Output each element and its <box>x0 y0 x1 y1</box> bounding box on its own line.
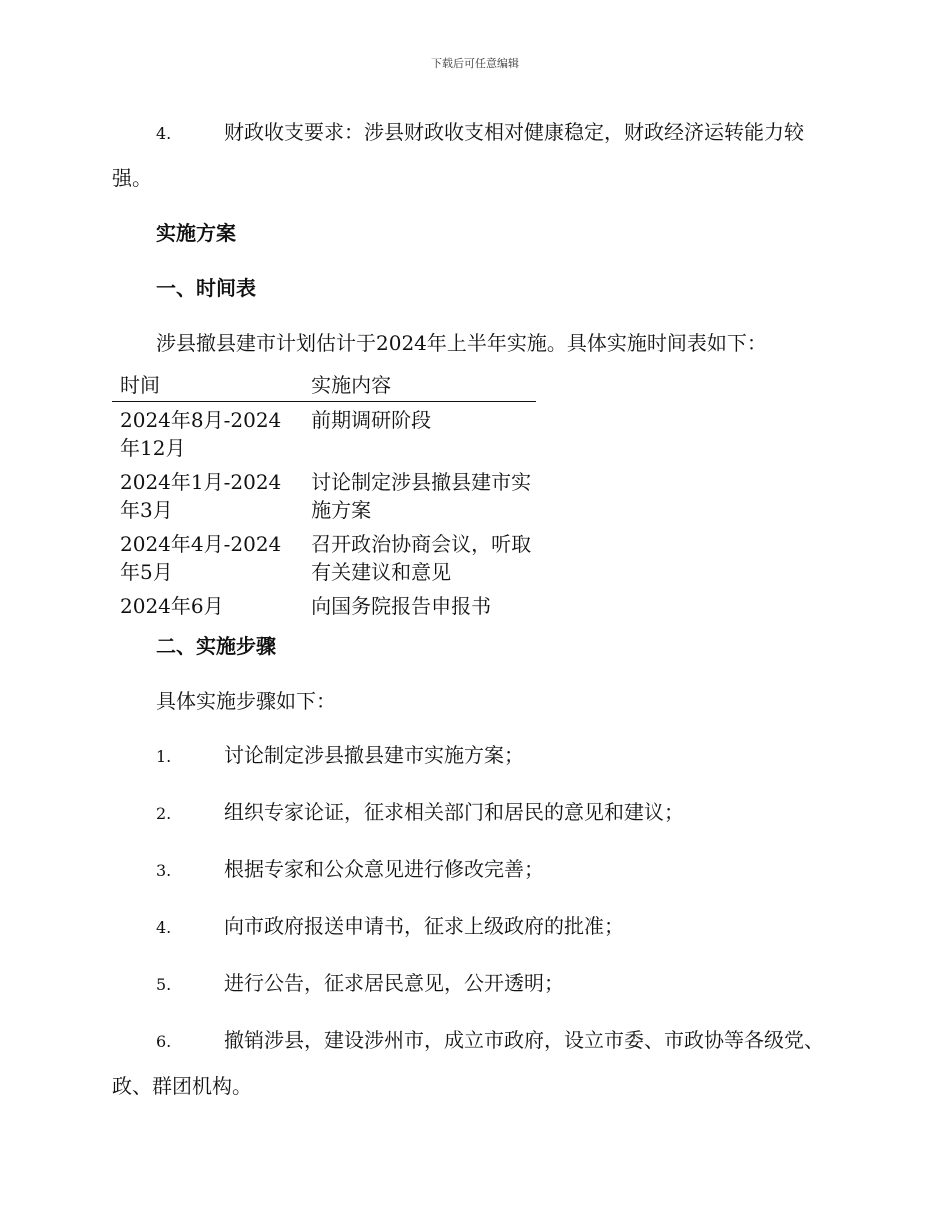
list-number: 3. <box>156 861 172 880</box>
list-text: 撤销涉县，建设涉州市，成立市政府，设立市委、市政协等各级党、政、群团机构。 <box>112 1028 824 1098</box>
list-item <box>112 904 834 950</box>
section-title: 实施方案 <box>156 221 236 245</box>
list-text: 组织专家论证，征求相关部门和居民的意见和建议； <box>224 800 684 824</box>
table-cell-content: 讨论制定涉县撤县建市实施方案 <box>311 470 532 522</box>
table-cell-content: 前期调研阶段 <box>311 408 432 432</box>
table-row <box>112 588 536 622</box>
list-item <box>112 847 834 893</box>
fiscal-requirement-item <box>112 110 834 200</box>
table-cell-time: 2024年4月-2024年5月 <box>120 532 282 584</box>
list-text: 进行公告，征求居民意见，公开透明； <box>224 971 564 995</box>
list-number: 1. <box>156 747 172 766</box>
table-row <box>112 402 536 465</box>
timeline-heading: 一、时间表 <box>156 276 256 300</box>
list-number: 6. <box>156 1032 172 1051</box>
table-cell-time: 2024年1月-2024年3月 <box>120 470 282 522</box>
table-cell-content: 向国务院报告申报书 <box>311 594 492 618</box>
document-body <box>112 110 834 1119</box>
list-number: 5. <box>156 975 172 994</box>
list-number: 4. <box>156 124 172 143</box>
table-cell-time: 2024年6月 <box>120 594 224 618</box>
list-item <box>112 1018 834 1108</box>
table-cell-content: 召开政治协商会议，听取有关建议和意见 <box>311 532 532 584</box>
list-number: 2. <box>156 804 172 823</box>
list-item <box>112 790 834 836</box>
column-header-content: 实施内容 <box>303 371 536 402</box>
table-cell-time: 2024年8月-2024年12月 <box>120 408 282 460</box>
column-header-time: 时间 <box>112 371 303 402</box>
steps-heading: 二、实施步骤 <box>156 634 276 658</box>
timeline-table <box>112 371 536 622</box>
list-item <box>112 961 834 1007</box>
table-row <box>112 526 536 588</box>
timeline-intro: 涉县撤县建市计划估计于2024年上半年实施。具体实施时间表如下： <box>156 331 767 355</box>
list-text: 财政收支要求：涉县财政收支相对健康稳定，财政经济运转能力较强。 <box>112 120 804 190</box>
list-text: 根据专家和公众意见进行修改完善； <box>224 857 544 881</box>
list-number: 4. <box>156 918 172 937</box>
table-header-row <box>112 371 536 402</box>
table-row <box>112 464 536 526</box>
list-item <box>112 733 834 779</box>
list-text: 向市政府报送申请书，征求上级政府的批准； <box>224 914 624 938</box>
list-text: 讨论制定涉县撤县建市实施方案； <box>224 743 524 767</box>
steps-intro: 具体实施步骤如下： <box>156 689 336 713</box>
page-header: 下载后可任意编辑 <box>431 57 519 70</box>
